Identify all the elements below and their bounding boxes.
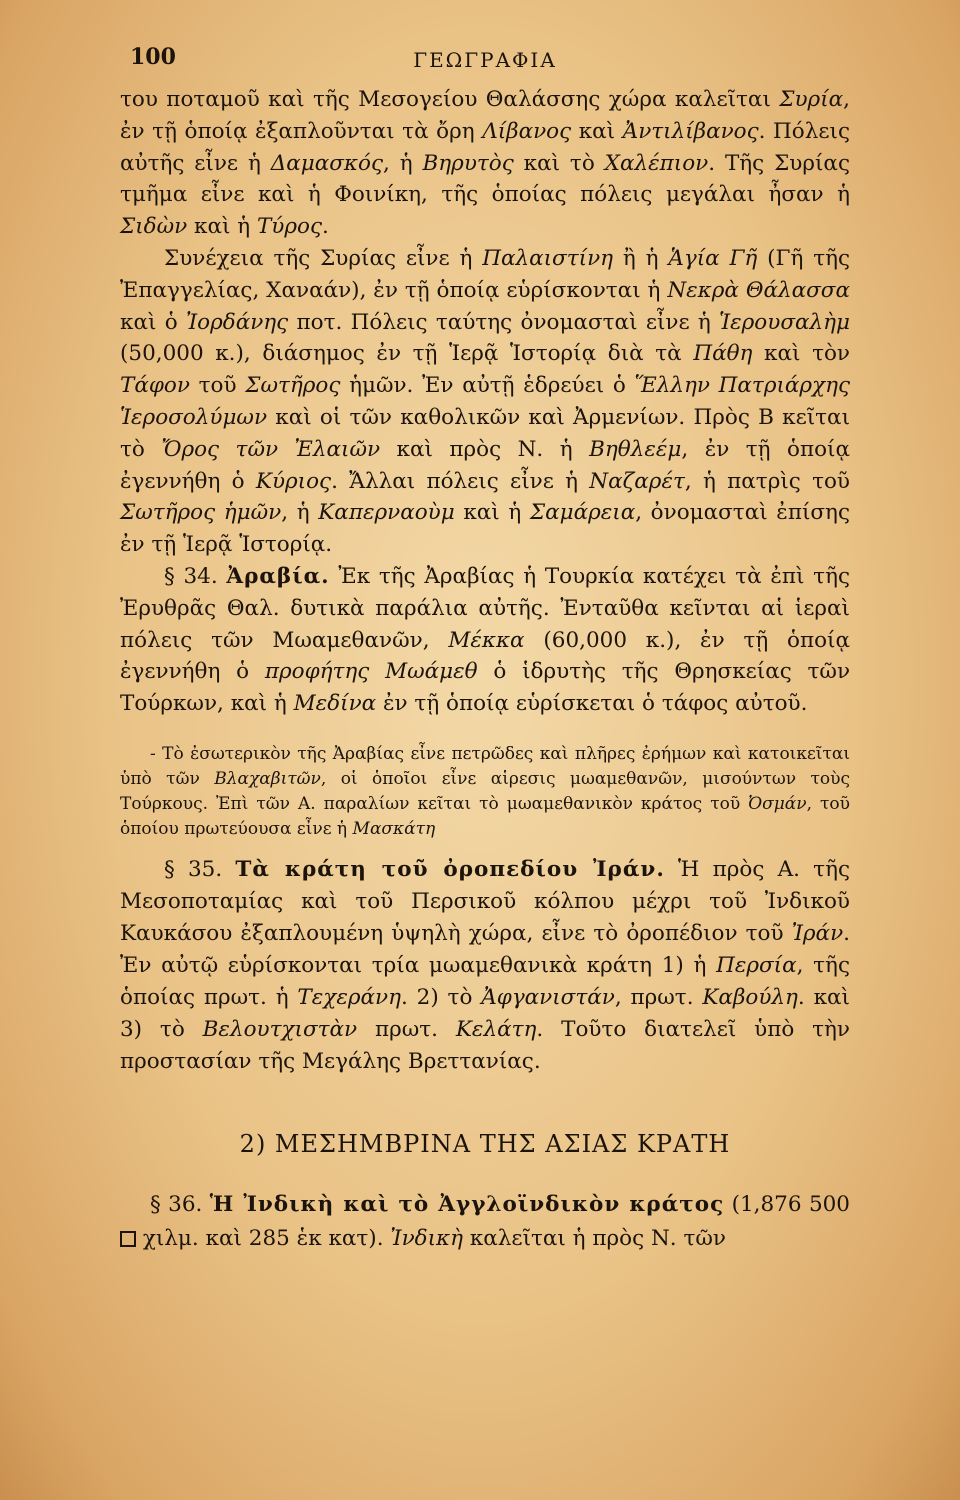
text-run	[215, 500, 224, 525]
section-title: Ἡ Ἰνδικὴ καὶ τὸ Ἀγγλοϊνδικὸν κράτος	[209, 1191, 725, 1217]
subheading-south-asia: 2) ΜΕΣΗΜΒΡΙΝΑ ΤΗΣ ΑΣΙΑΣ ΚΡΑΤΗ	[239, 1129, 731, 1158]
square-symbol-icon	[120, 1231, 136, 1247]
text-run: ὁ ἱδρυτὴς τῆς Θρησκείας τῶν Τούρκων, καὶ ἡ	[120, 659, 851, 717]
italic-term: Νεκρὰ Θάλασσα	[667, 277, 851, 303]
section-title: Ἀραβία.	[226, 563, 330, 589]
italic-term: Πάθη	[693, 341, 753, 367]
text-run: § 35.	[164, 856, 236, 882]
italic-term: Καβούλη	[702, 984, 798, 1010]
italic-term: Βηρυτὸς	[422, 150, 514, 176]
text-run: . 2) τὸ	[400, 984, 482, 1010]
italic-term: Ὄρος τῶν Ἐλαιῶν	[161, 436, 381, 462]
page-number: 100	[130, 44, 176, 70]
italic-term: Τύρος	[256, 214, 323, 240]
italic-term: Ὀσμάν	[748, 793, 807, 814]
italic-term: Ἰορδάνης	[185, 309, 289, 335]
text-run: , ὀνομασταὶ ἐπίσης ἐν τῇ Ἱερᾷ Ἱστορίᾳ.	[120, 500, 850, 558]
text-run: . Πόλεις αὐτῆς εἶνε ἡ	[120, 118, 850, 176]
text-run: καὶ πρὸς Ν. ἡ	[380, 436, 590, 462]
text-run: . καὶ 3) τὸ	[120, 984, 850, 1042]
italic-term: Βλαχαβιτῶν	[214, 768, 321, 789]
text-run: (1,876 500	[724, 1191, 850, 1217]
italic-term: Περσία	[716, 952, 797, 978]
italic-term: Ἁγία Γῆ	[668, 245, 758, 271]
text-run: ἡμῶν. Ἐν αὐτῇ ἑδρεύει ὁ	[340, 373, 635, 399]
text-run: καὶ τὸν	[752, 341, 850, 367]
text-run: καὶ ἡ	[454, 500, 530, 526]
text-run: καὶ	[571, 118, 623, 144]
text-run: , ἐν τῇ ὁποίᾳ ἐγεννήθη ὁ	[120, 436, 850, 494]
text-run: καὶ οἱ τῶν καθολικῶν καὶ Ἀρμενίων. Πρὸς Β κεῖται τὸ	[120, 404, 850, 462]
text-run: ἢ ἡ	[613, 245, 669, 271]
text-run: καὶ τὸ	[513, 150, 605, 176]
italic-term: Δαμασκός	[270, 150, 384, 176]
text-run: καὶ ὁ	[120, 309, 186, 335]
italic-term: Ναζαρέτ	[589, 468, 685, 494]
italic-term: Ἱερουσαλὴμ	[719, 309, 850, 335]
italic-term: Παλαιστίνη	[482, 245, 614, 271]
italic-term: Σαμάρεια	[529, 500, 636, 526]
italic-term: Μασκάτη	[352, 818, 436, 839]
text-run: Ἐκ τῆς Ἀραβίας ἡ Τουρκία κατέχει τὰ ἐπὶ τῆς Ἐρυθρᾶς Θαλ. δυτικὰ παράλια αὐτῆς. Ἐνταῦθα κεῖνται αἱ ἱεραὶ πόλεις τῶν Μωαμεθανῶν,	[120, 563, 850, 653]
section-36	[120, 1188, 850, 1256]
italic-term: Καπερναοὺμ	[318, 500, 455, 526]
text-run: τοῦ	[189, 373, 246, 399]
main-text	[120, 84, 850, 720]
italic-term: Ἕλλην Πατριάρχης Ἱεροσολύμων	[120, 373, 851, 430]
italic-term: Σιδὼν	[120, 214, 188, 240]
text-run: § 34.	[164, 563, 227, 589]
italic-term: Τάφον	[120, 373, 190, 399]
italic-term: Βηθλεέμ	[589, 436, 682, 462]
text-run: (50,000 κ.), διάσημος ἐν τῇ Ἱερᾷ Ἱστορίᾳ διὰ τὰ	[120, 341, 694, 367]
text-run: (Γῆ τῆς Ἐπαγγελίας, Χαναάν), ἐν τῇ ὁποίᾳ εὑρίσκονται ἡ	[120, 245, 851, 303]
italic-term: Λίβανος	[482, 118, 572, 144]
text-run: του ποταμοῦ καὶ τῆς Μεσογείου Θαλάσσης χώρα καλεῖται	[120, 87, 780, 112]
paragraph-palestine	[120, 243, 850, 561]
italic-term: Συρία	[779, 87, 844, 112]
italic-term: Σωτῆρος	[245, 373, 341, 399]
section-35	[120, 854, 850, 1078]
italic-term: Μέκκα	[448, 627, 525, 653]
text-run: . Ἐν αὐτῷ εὑρίσκονται τρία μωαμεθανικὰ κράτη 1) ἡ	[120, 920, 850, 978]
footnote-arabia	[120, 742, 850, 842]
italic-term: ἡμῶν	[223, 500, 282, 526]
italic-term: προφήτης	[264, 659, 370, 685]
italic-term: Μεδίνα	[293, 691, 377, 717]
italic-term: Μωάμεθ	[385, 659, 478, 685]
text-run: ἐν τῇ ὁποίᾳ εὑρίσκεται ὁ τάφος αὐτοῦ.	[376, 691, 808, 717]
text-run: , οἱ ὁποῖοι εἶνε αἱρεσις μωαμεθανῶν, μισούντων τοὺς Τούρκους. Ἐπὶ τῶν Α. παραλίων κεῖται τὸ μωαμεθανικὸν κράτος τοῦ	[120, 768, 851, 814]
page-header	[120, 40, 850, 84]
text-run	[369, 659, 385, 684]
text-run: καλεῖται ἡ πρὸς Ν. τῶν	[463, 1225, 726, 1251]
italic-term: Ἀφγανιστάν	[481, 984, 615, 1010]
italic-term: Βελουτχιστὰν	[202, 1016, 358, 1042]
text-run: . Ἄλλαι πόλεις εἶνε ἡ	[331, 468, 590, 494]
text-run: , ἡ	[281, 500, 319, 526]
text-run: - Τὸ ἐσωτερικὸν τῆς Ἀραβίας εἶνε πετρῶδες καὶ πλῆρες ἐρήμων καὶ κατοικεῖται ὑπὸ τῶν	[120, 743, 850, 789]
text-run: καὶ ἡ	[187, 214, 257, 240]
section-title: Τὰ κράτη τοῦ ὀροπεδίου Ἰράν.	[235, 856, 665, 882]
italic-term: Σωτῆρος	[120, 500, 216, 526]
text-run: χιλμ. καὶ 285 ἑκ κατ).	[136, 1225, 391, 1251]
text-run: (60,000 κ.), ἐν τῇ ὁποίᾳ ἐγεννήθη ὁ	[120, 627, 850, 685]
text-run: , ἐν τῇ ὁποίᾳ ἐξαπλοῦνται τὰ ὄρη	[120, 87, 850, 144]
text-run: . Τοῦτο διατελεῖ ὑπὸ τὴν προστασίαν τῆς Μεγάλης Βρεττανίας.	[120, 1016, 850, 1074]
text-run: § 36.	[150, 1191, 210, 1217]
italic-term: Κελάτη	[455, 1016, 537, 1042]
text-run: Ἡ πρὸς Α. τῆς Μεσοποταμίας καὶ τοῦ Περσικοῦ κόλπου μέχρι τοῦ Ἰνδικοῦ Καυκάσου ἐξαπλουμένη ὑψηλὴ χώρα, εἶνε τὸ ὀροπέδιον τοῦ	[120, 856, 850, 946]
text-run: Συνέχεια τῆς Συρίας εἶνε ἡ	[164, 245, 483, 271]
italic-term: Ἰνδικὴ	[390, 1225, 464, 1251]
text-run: , τοῦ ὁποίου πρωτεύουσα εἶνε ἡ	[120, 793, 850, 839]
running-head: ΓΕΩΓΡΑΦΙΑ	[413, 48, 557, 72]
text-run: ποτ. Πόλεις ταύτης ὀνομασταὶ εἶνε ἡ	[288, 309, 720, 335]
text-run: .	[322, 214, 329, 240]
paragraph-arabia	[120, 561, 850, 720]
text-run: , ἡ πατρὶς τοῦ	[684, 468, 851, 494]
text-run: πρωτ.	[357, 1016, 456, 1042]
paragraph-syria	[120, 84, 850, 243]
text-run: , τῆς ὁποίας πρωτ. ἡ	[120, 952, 850, 1010]
italic-term: Ἀντιλίβανος	[622, 118, 759, 144]
italic-term: Χαλέπιον	[604, 150, 709, 176]
text-run: , ἡ	[383, 150, 423, 176]
text-run: , πρωτ.	[614, 984, 703, 1010]
italic-term: Κύριος	[255, 468, 332, 494]
text-run: . Τῆς Συρίας τμῆμα εἶνε καὶ ἡ Φοινίκη, τῆς ὁποίας πόλεις μεγάλαι ἦσαν ἡ	[120, 150, 850, 208]
italic-term: Ἰράν	[791, 920, 844, 946]
italic-term: Τεχεράνη	[297, 984, 401, 1010]
